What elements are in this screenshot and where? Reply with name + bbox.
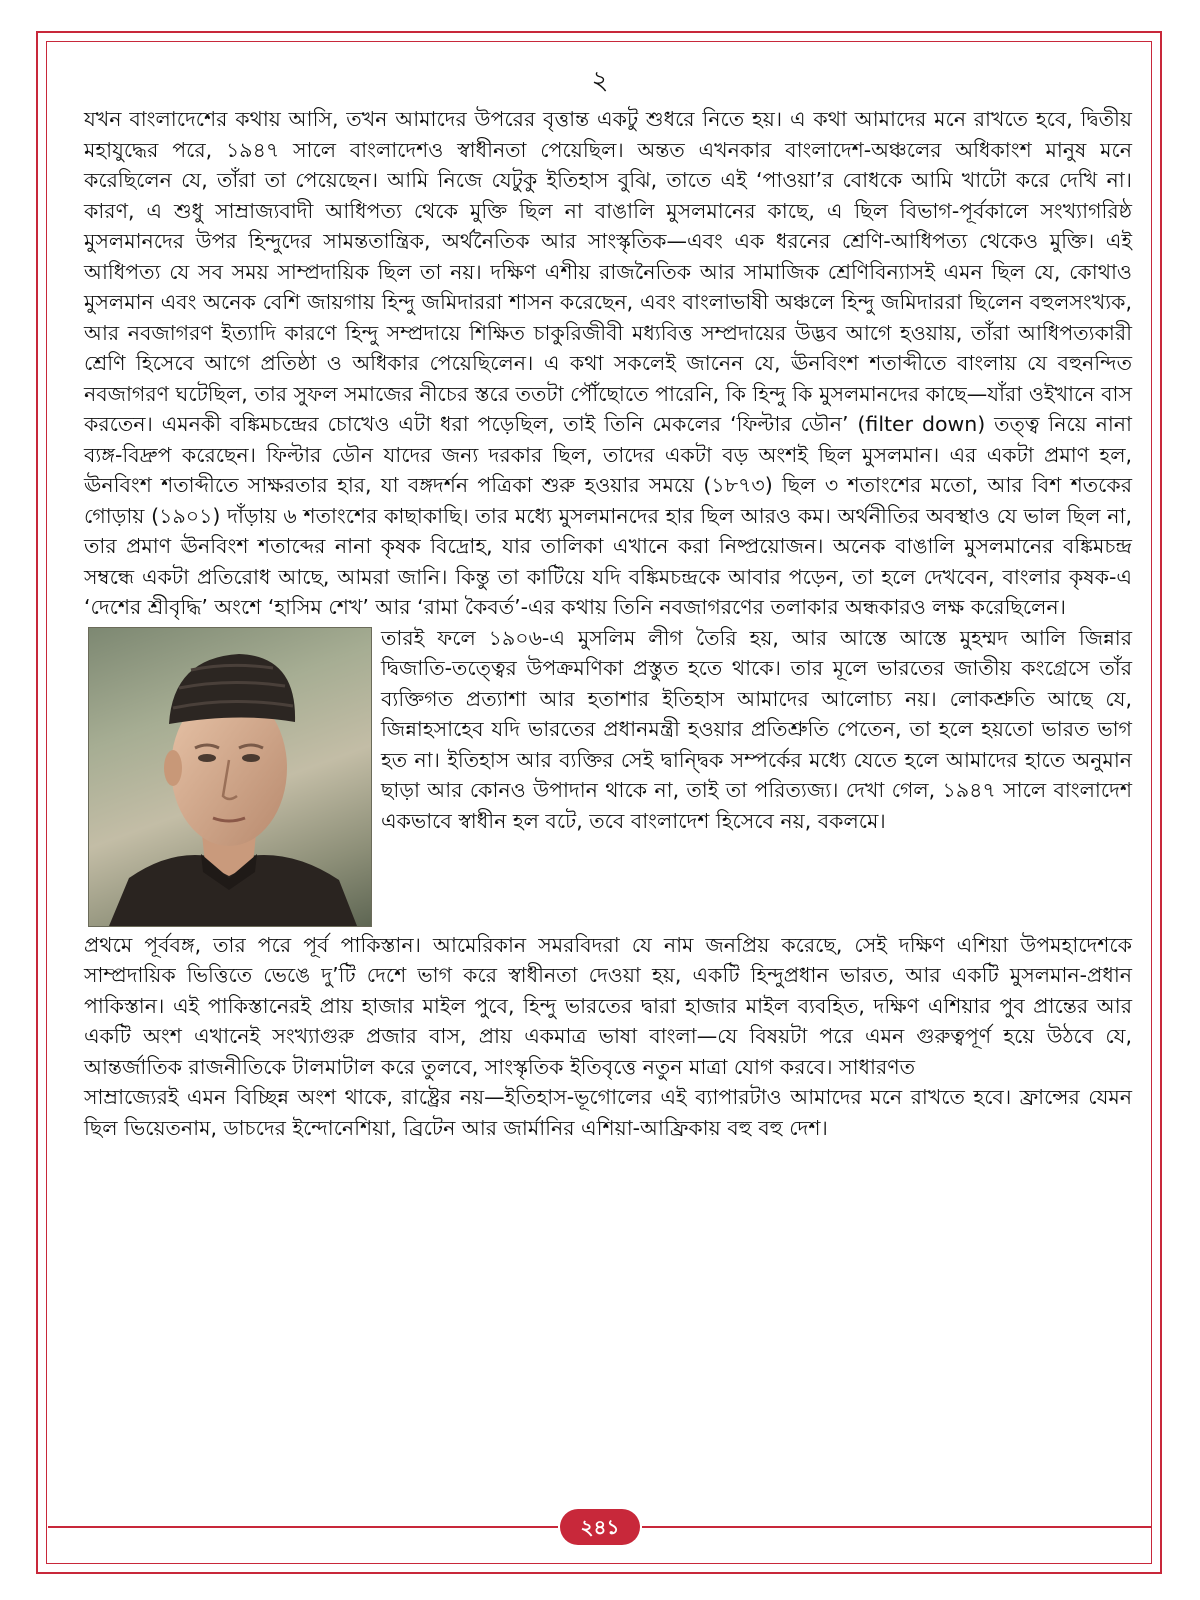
paragraph-3: প্রথমে পূর্ববঙ্গ, তার পরে পূর্ব পাকিস্তান। আমেরিকান সমরবিদরা যে নাম জনপ্রিয় করেছে, সেই দক্ষিণ এশিয়া উপমহাদেশকে সাম্প্রদায়িক ভিত্তিতে ভেঙে দু’টি দেশে ভাগ করে স্বাধীনতা দেওয়া হয়, একটি হিন্দুপ্রধান ভারত, আর একটি মুসলমান-প্রধান পাকিস্তান। এই পাকিস্তানেরই প্রায় হাজার মাইল পুবে, হিন্দু ভারতের দ্বারা হাজার মাইল ব্যবহিত, দক্ষিণ এশিয়ার পুব প্রান্তের আর একটি অংশ এখানেই সংখ্যাগুরু প্রজার বাস, প্রায় একমাত্র ভাষা বাংলা—যে বিষয়টা পরে এমন গুরুত্বপূর্ণ হয়ে উঠবে যে, আন্তর্জাতিক রাজনীতিকে টালমাটাল করে তুলবে, সাংস্কৃতিক ইতিবৃত্তে নতুন মাত্রা যোগ করবে। সাধারণত <box>84 932 1132 1079</box>
footer-page-number: ২৪১ <box>560 1509 640 1545</box>
paragraph-1: যখন বাংলাদেশের কথায় আসি, তখন আমাদের উপরের বৃত্তান্ত একটু শুধরে নিতে হয়। এ কথা আমাদের মনে রাখতে হবে, দ্বিতীয় মহাযুদ্ধের পরে, ১৯৪৭ সালে বাংলাদেশও স্বাধীনতা পেয়েছিল। অন্তত এখনকার বাংলাদেশ-অঞ্চলের অধিকাংশ মানুষ মনে করেছিলেন যে, তাঁরা তা পেয়েছেন। আমি নিজে যেটুকু ইতিহাস বুঝি, তাতে এই ‘পাওয়া’র বোধকে আমি খাটো করে দেখি না। কারণ, এ শুধু সাম্রাজ্যবাদী আধিপত্য থেকে মুক্তি ছিল না বাঙালি মুসলমানের কাছে, এ ছিল বিভাগ-পূর্বকালে সংখ্যাগরিষ্ঠ মুসলমানদের উপর হিন্দুদের সামন্ততান্ত্রিক, অর্থনৈতিক আর সাংস্কৃতিক—এবং এক ধরনের শ্রেণি-আধিপত্য থেকেও মুক্তি। এই আধিপত্য যে সব সময় সাম্প্রদায়িক ছিল তা নয়। দক্ষিণ এশীয় রাজনৈতিক আর সামাজিক শ্রেণিবিন্যাসই এমন ছিল যে, কোথাও মুসলমান এবং অনেক বেশি জায়গায় হিন্দু জমিদাররা শাসন করেছেন, এবং বাংলাভাষী অঞ্চলে হিন্দু জমিদাররা ছিলেন বহুলসংখ্যক, আর নবজাগরণ ইত্যাদি কারণে হিন্দু সম্প্রদায়ে শিক্ষিত চাকুরিজীবী মধ্যবিত্ত সম্প্রদায়ের উদ্ভব আগে হওয়ায়, তাঁরা আধিপত্যকারী শ্রেণি হিসেবে আগে প্রতিষ্ঠা ও অধিকার পেয়েছিলেন। এ কথা সকলেই জানেন যে, ঊনবিংশ শতাব্দীতে বাংলায় যে বহুনন্দিত নবজাগরণ ঘটেছিল, তার সুফল সমাজের নীচের স্তরে ততটা পৌঁছোতে পারেনি, কি হিন্দু কি মুসলমানদের কাছে—যাঁরা ওইখানে বাস করতেন। এমনকী বঙ্কিমচন্দ্রের চোখেও এটা ধরা পড়েছিল, তাই তিনি মেকলের ‘ফিল্টার ডৌন’ (filter down) তত্ত্ব নিয়ে নানা ব্যঙ্গ-বিদ্রুপ করেছেন। ফিল্টার ডৌন যাদের জন্য দরকার ছিল, তাদের একটা বড় অংশই ছিল মুসলমান। এর একটা প্রমাণ হল, ঊনবিংশ শতাব্দীতে সাক্ষরতার হার, যা বঙ্গদর্শন পত্রিকা শুরু হওয়ার সময়ে (১৮৭৩) ছিল ৩ শতাংশের মতো, আর বিশ শতকের গোড়ায় (১৯০১) দাঁড়ায় ৬ শতাংশের কাছাকাছি। তার মধ্যে মুসলমানদের হার ছিল আরও কম। অর্থনীতির অবস্থাও যে ভাল ছিল না, তার প্রমাণ ঊনবিংশ শতাব্দের নানা কৃষক বিদ্রোহ, যার তালিকা এখানে করা নিষ্প্রয়োজন। অনেক বাঙালি মুসলমানের বঙ্কিমচন্দ্র সম্বন্ধে একটা প্রতিরোধ আছে, আমরা জানি। কিন্তু তা কাটিয়ে যদি বঙ্কিমচন্দ্রকে আবার পড়েন, তা হলে দেখবেন, বাংলার কৃষক-এ ‘দেশের শ্রীবৃদ্ধি’ অংশে ‘হাসিম শেখ’ আর ‘রামা কৈবর্ত’-এর কথায় তিনি নবজাগরণের তলাকার অন্ধকারও লক্ষ করেছিলেন। <box>84 107 1132 619</box>
portrait-image <box>89 628 371 926</box>
paragraph-2: তারই ফলে ১৯০৬-এ মুসলিম লীগ তৈরি হয়, আর আস্তে আস্তে মুহম্মদ আলি জিন্নার দ্বিজাতি-তত্ত্বের উপক্রমণিকা প্রস্তুত হতে থাকে। তার মূলে ভারতের জাতীয় কংগ্রেসে তাঁর ব্যক্তিগত প্রত্যাশা আর হতাশার ইতিহাস আমাদের আলোচ্য নয়। লোকশ্রুতি আছে যে, জিন্নাহসাহেব যদি ভারতের প্রধানমন্ত্রী হওয়ার প্রতিশ্রুতি পেতেন, তা হলে হয়তো ভারত ভাগ হত না। ইতিহাস আর ব্যক্তির সেই দ্বান্দ্বিক সম্পর্কের মধ্যে যেতে হলে আমাদের হাতে অনুমান ছাড়া আর কোনও উপাদান থাকে না, তাই তা পরিত্যজ্য। দেখা গেল, ১৯৪৭ সালে বাংলাদেশ একভাবে স্বাধীন হল বটে, তবে বাংলাদেশ হিসেবে নয়, বকলমে। <box>381 625 1132 833</box>
header-page-number: ২ <box>591 66 609 96</box>
footer-rule-left <box>48 1526 558 1528</box>
article-body <box>84 104 1132 1143</box>
paragraph-4: সাম্রাজ্যেরই এমন বিচ্ছিন্ন অংশ থাকে, রাষ্ট্রের নয়—ইতিহাস-ভূগোলের এই ব্যাপারটাও আমাদের মনে রাখতে হবে। ফ্রান্সের যেমন ছিল ভিয়েতনাম, ডাচদের ইন্দোনেশিয়া, ব্রিটেন আর জার্মানির এশিয়া-আফ্রিকায় বহু বহু দেশ। <box>84 1085 1132 1140</box>
footer-rule-right <box>642 1526 1152 1528</box>
